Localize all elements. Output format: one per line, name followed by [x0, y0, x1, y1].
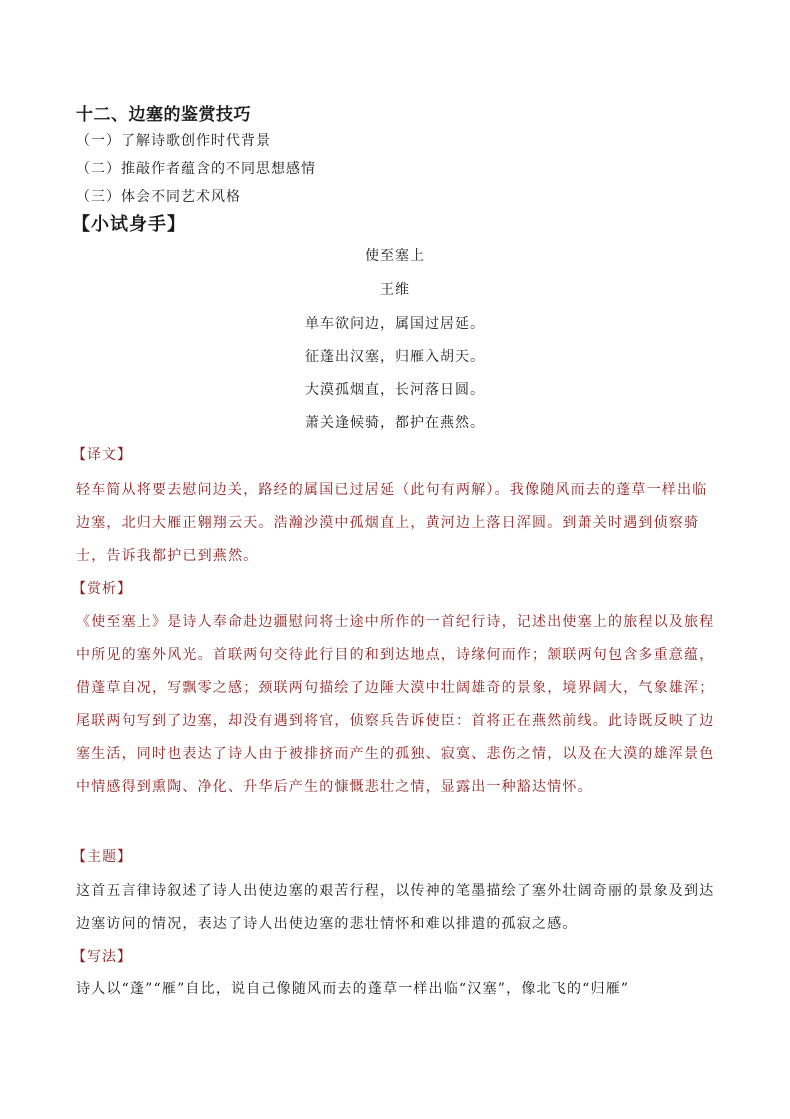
technique-label: 【写法】	[72, 949, 132, 965]
poem-line: 单车欲问边，属国过居延。	[305, 316, 485, 332]
appreciation-label: 【赏析】	[72, 581, 132, 597]
theme-label: 【主题】	[72, 849, 132, 865]
poem-line: 征蓬出汉塞，归雁入胡天。	[305, 349, 485, 365]
practice-label: 【小试身手】	[72, 214, 186, 235]
section-point-3: （三）体会不同艺术风格	[76, 189, 241, 205]
section-point-1: （一）了解诗歌创作时代背景	[76, 133, 271, 149]
theme-text: 这首五言律诗叙述了诗人出使边塞的艰苦行程，以传神的笔墨描绘了塞外壮阔奇丽的景象及到达边塞访问的情况，表达了诗人出使边塞的悲壮情怀和难以排遣的孤寂之感。	[76, 883, 715, 932]
translation-text: 轻车简从将要去慰问边关，路经的属国已过居延（此句有两解）。我像随风而去的蓬草一样出临边塞，北归大雁正翱翔云天。浩瀚沙漠中孤烟直上，黄河边上落日浑圆。到萧关时遇到侦察骑士，告诉我都护已到燕然。	[76, 482, 708, 564]
poem-line: 萧关逢候骑，都护在燕然。	[305, 415, 485, 431]
poem-line: 大漠孤烟直，长河落日圆。	[305, 382, 485, 398]
appreciation-text: 《使至塞上》是诗人奉命赴边疆慰问将士途中所作的一首纪行诗，记述出使塞上的旅程以及旅程中所见的塞外风光。首联两句交待此行目的和到达地点，诗缘何而作；颔联两句包含多重意蕴，借蓬草自况，写飘零之感；颈联两句描绘了边陲大漠中壮阔雄奇的景象，境界阔大，气象雄浑；尾联两句写到了边塞，却没有遇到将官，侦察兵告诉使臣：首将正在燕然前线。此诗既反映了边塞生活，同时也表达了诗人由于被排挤而产生的孤独、寂寞、悲伤之情，以及在大漠的雄浑景色中情感得到熏陶、净化、升华后产生的慷慨悲壮之情，显露出一种豁达情怀。	[76, 614, 715, 795]
translation-label: 【译文】	[72, 447, 132, 463]
section-heading: 十二、边塞的鉴赏技巧	[76, 105, 251, 125]
poem-author: 王维	[380, 282, 410, 298]
poem-title: 使至塞上	[365, 248, 425, 264]
technique-text: 诗人以“蓬”“雁”自比，说自己像随风而去的蓬草一样出临“汉塞”，像北飞的“归雁”	[76, 981, 630, 997]
section-point-2: （二）推敲作者蕴含的不同思想感情	[76, 161, 316, 177]
